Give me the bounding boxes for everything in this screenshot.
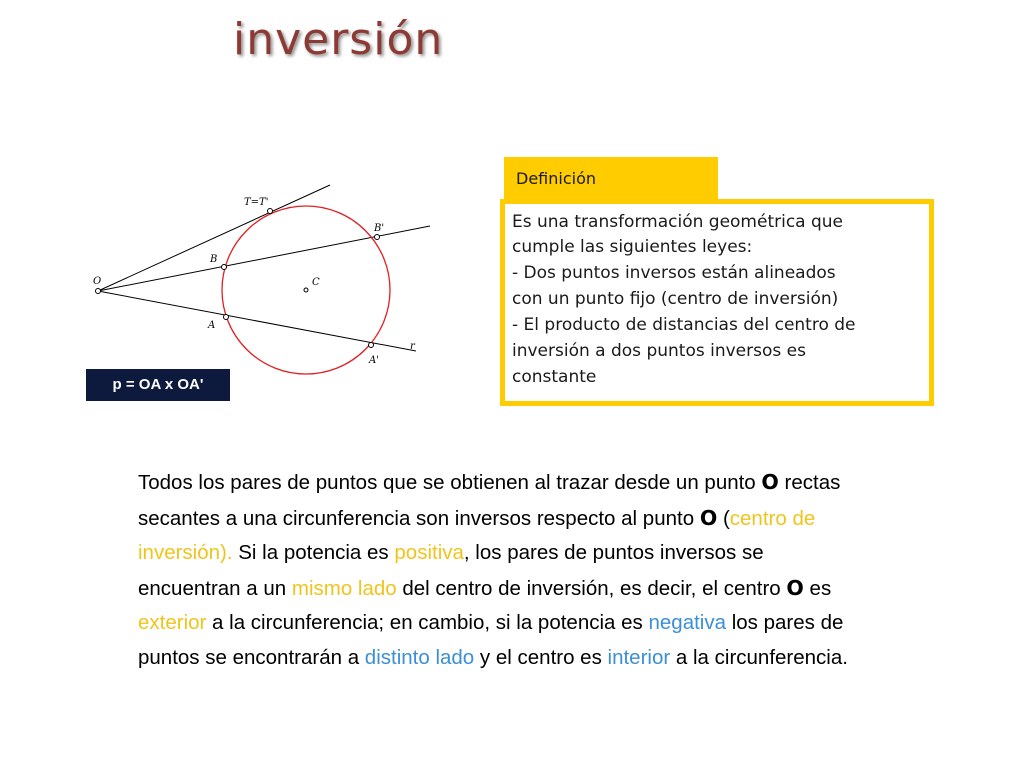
label-b-prime: B' bbox=[374, 223, 385, 234]
point-t bbox=[268, 209, 273, 214]
point-a-prime bbox=[369, 343, 374, 348]
paragraph-line: puntos se encontrarán a distinto lado y el centro es interior a la circunferencia. bbox=[138, 645, 848, 669]
definition-line: - Dos puntos inversos están alineados bbox=[512, 263, 836, 283]
paragraph-line: exterior a la circunferencia; en cambio, si la potencia es negativa los pares de bbox=[138, 611, 844, 634]
definition-line: Es una transformación geométrica que bbox=[512, 212, 844, 232]
secant-line-a bbox=[98, 291, 416, 351]
paragraph-line: secantes a una circunferencia son inversos respecto al punto O (centro de bbox=[138, 505, 816, 530]
label-t: T=T' bbox=[244, 197, 269, 208]
definition-header bbox=[504, 157, 718, 200]
definition-line: cumple las siguientes leyes: bbox=[512, 237, 753, 257]
paragraph-line: inversión). Si la potencia es positiva, los pares de puntos inversos se bbox=[138, 541, 764, 564]
point-o bbox=[96, 289, 101, 294]
paragraph-line: Todos los pares de puntos que se obtienen al trazar desde un punto O rectas bbox=[138, 470, 841, 494]
definition-line: - El producto de distancias del centro de bbox=[512, 315, 856, 335]
point-c bbox=[304, 288, 308, 292]
definition-header-label: Definición bbox=[516, 169, 596, 188]
point-b bbox=[222, 265, 227, 270]
explanation-paragraph bbox=[138, 465, 958, 675]
point-a bbox=[224, 315, 229, 320]
label-o: O bbox=[93, 276, 102, 287]
tangent-line bbox=[98, 185, 330, 291]
point-b-prime bbox=[375, 235, 380, 240]
label-a: A bbox=[208, 320, 216, 331]
label-r: r bbox=[410, 341, 415, 352]
power-formula: p = OA x OA' bbox=[86, 369, 230, 401]
slide-title: inversión bbox=[233, 14, 444, 65]
definition-line: inversión a dos puntos inversos es bbox=[512, 341, 806, 361]
definition-line: constante bbox=[512, 367, 597, 387]
label-a-prime: A' bbox=[369, 355, 379, 366]
definition-box bbox=[500, 199, 934, 406]
paragraph-line: encuentran a un mismo lado del centro de inversión, es decir, el centro O es bbox=[138, 575, 832, 600]
label-b: B bbox=[210, 254, 218, 265]
label-c: C bbox=[312, 277, 320, 288]
inversion-diagram bbox=[84, 178, 444, 398]
definition-line: con un punto fijo (centro de inversión) bbox=[512, 289, 839, 309]
secant-line-b bbox=[98, 226, 430, 291]
